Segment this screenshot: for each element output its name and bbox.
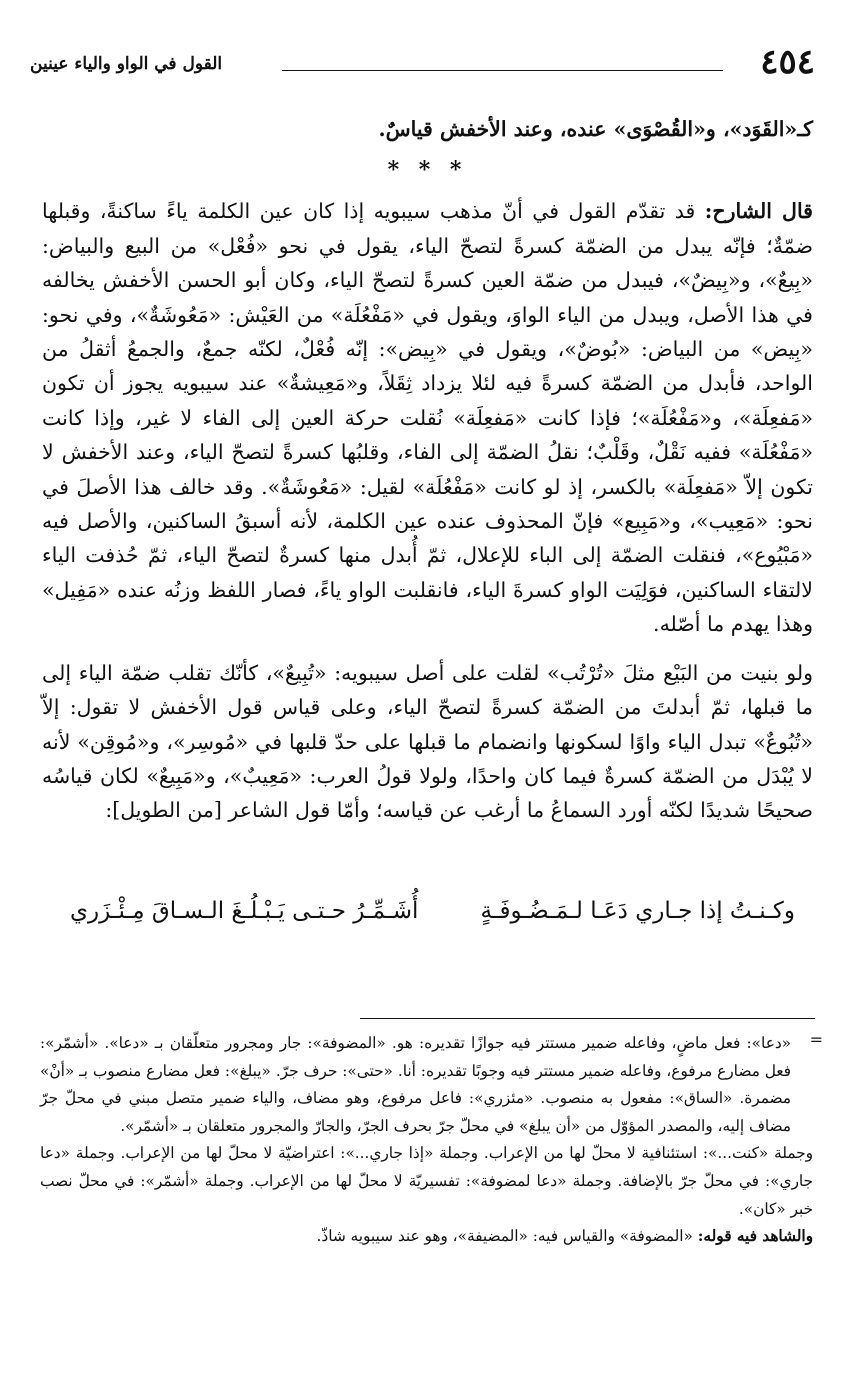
- footnote-label: والشاهد فيه قوله:: [697, 1227, 813, 1246]
- commentator-label: قال الشارح:: [704, 199, 813, 224]
- footnotes: [40, 1030, 823, 1251]
- poetry-verse: [70, 898, 795, 942]
- footnote-text: وجملة «كنت...»: استئنافية لا محلّ لها من الإعراب. وجملة «إذا جاري...»: اعتراضيّة لا محلّ لها من الإعراب. وجملة «دعا جاري»: في محلّ جرّ بالإضافة. وجملة «دعا لمضوفة»: تفسيريّة لا محلّ لها من الإعراب. وجملة «أشمّر»: في محلّ نصب خبر «كان».: [40, 1144, 813, 1218]
- second-paragraph: ولو بنيت من البَيْع مثلَ «تُرْتُب» لقلت على أصل سيبويه: «تُبِيعٌ»، كأنّك تقلب ضمّة الياء إلى ما قبلها، ثمّ أبدلتَ من الضمّة كسرةً لتصحّ الياء، وعلى قياس قول الأخفش لا تقول: إلاّ «تُبُوعٌ» تبدل الياء واوًا لسكونها وانضمام ما قبلها على حدّ قلبها في «مُوسِر»، و«مُوقِن» لأنه لا يُبْدَل من الضمّة كسرةٌ فيما كان واحدًا، ولولا قولُ العرب: «مَعِيبٌ»، و«مَبِيعٌ» لكان قياسُه صحيحًا شديدًا لكنّه أورد السماعُ ما أرغب عن قياسه؛ وأمّا قول الشاعر [من الطويل]:: [42, 660, 813, 823]
- footnote-line: [40, 1140, 813, 1223]
- footnote-continuation-marker: =: [809, 1030, 823, 1049]
- verse-first-hemistich: وكـنـتُ إذا جـاري دَعَـا لـمَـضُـوفَـةٍ: [480, 898, 795, 924]
- page-number: ٤٥٤: [760, 42, 815, 82]
- opening-line: كـ«القَوَد»، و«القُصْوَى» عنده، وعند الأخفش قياسٌ.: [378, 117, 813, 141]
- main-text: [42, 112, 813, 828]
- footnote-line: [40, 1223, 813, 1251]
- commentary-paragraph: [42, 194, 813, 641]
- verse-second-hemistich: أُشَـمِّـرُ حـتـى يَـبْـلُـغَ الـسـاقَ مِـئْـزَري: [70, 898, 419, 924]
- page-header: [30, 42, 815, 90]
- section-separator: * * *: [387, 157, 468, 184]
- header-rule: [282, 70, 723, 71]
- footnote-line: [40, 1030, 813, 1140]
- footnote-rule: [360, 1018, 815, 1019]
- running-title: القول في الواو والياء عينين: [30, 54, 223, 74]
- commentary-text: قد تقدّم القول في أنّ مذهب سيبويه إذا كان عين الكلمة ياءً ساكنةً، وقبلها ضمّةٌ؛ فإنّه يبدل من الضمّة كسرةً لتصحّ الياء، يقول في نحو «فُعْل» من البيع والبياض: «بِيعٌ»، و«بِيضٌ»، فيبدل من ضمّة العين كسرةً لتصحّ الياء، وكان أبو الحسن الأخفش يخالفه في هذا الأصل، ويبدل من الياء الواوَ، ويقول في «مَفْعُلَة» من العَيْش: «مَعُوشَةٌ»، وفي نحو: «بِيض» من البياض: «بُوضٌ»، ويقول في «بِيض»: إنّه فُعْلٌ، لكنّه جمعٌ، والجمعُ أثقلُ من الواحد، فأبدل من الضمّة كسرةً فيه لئلا يزداد ثِقَلاً، و«مَعِيشةٌ» عند سيبويه يجوز أن تكون «مَفعِلَة»، و«مَفْعُلَة»؛ فإذا كانت «مَفعِلَة» نُقلت حركة العين إلى الفاء لا غير، وإذا كانت «مَفْعُلَة» ففيه نَقْلٌ، وقَلْبٌ؛ نقلُ الضمّة إلى الفاء، وقلبُها كسرةً لتصحّ الياء، وعند الأخفش لا تكون إلاّ «مَفعِلَة» بالكسر، إذ لو كانت «مَفْعُلَة» لقيل: «مَعُوشَةٌ». وقد خالف هذا الأصلَ في نحو: «مَعِيب»، و«مَبِيع» فإنّ المحذوف عنده عين الكلمة، لأنه أسبقُ الساكنين، والأصل فيه «مَبْيُوع»، فنقلت الضمّة إلى الباء للإعلال، ثمّ أُبدل منها كسرةٌ لتصحّ الياء، ثمّ حُذفت الياء لالتقاء الساكنين، فوَلِيَت الواو كسرةَ الياء، فانقلبت الواو ياءً، فصار اللفظ وزنُه عنده «مَفِيل» وهذا يهدم ما أصّله.: [42, 199, 813, 637]
- footnote-text: «دعا»: فعل ماضٍ، وفاعله ضمير مستتر فيه جوازًا تقديره: هو. «المضوفة»: جار ومجرور متعلّقان بـ «دعا». «أشمّر»: فعل مضارع مرفوع، وفاعله ضمير مستتر فيه وجوبًا تقديره: أنا. «حتى»: حرف جرّ. «يبلغ»: فعل مضارع منصوب بـ «أنْ» مضمرة. «الساق»: مفعول به منصوب. «مئزري»: فاعل مرفوع، وهو مضاف، والياء ضمير متصل مبني في محلّ جرّ مضاف إليه، والمصدر المؤوّل من «أن يبلغ» في محلّ جرّ بحرف الجرّ، والجارّ والمجرور متعلقان بـ «أشمّر».: [40, 1034, 791, 1135]
- footnote-text: «المضوفة» والقياس فيه: «المضيفة»، وهو عند سيبويه شاذّ.: [316, 1227, 698, 1246]
